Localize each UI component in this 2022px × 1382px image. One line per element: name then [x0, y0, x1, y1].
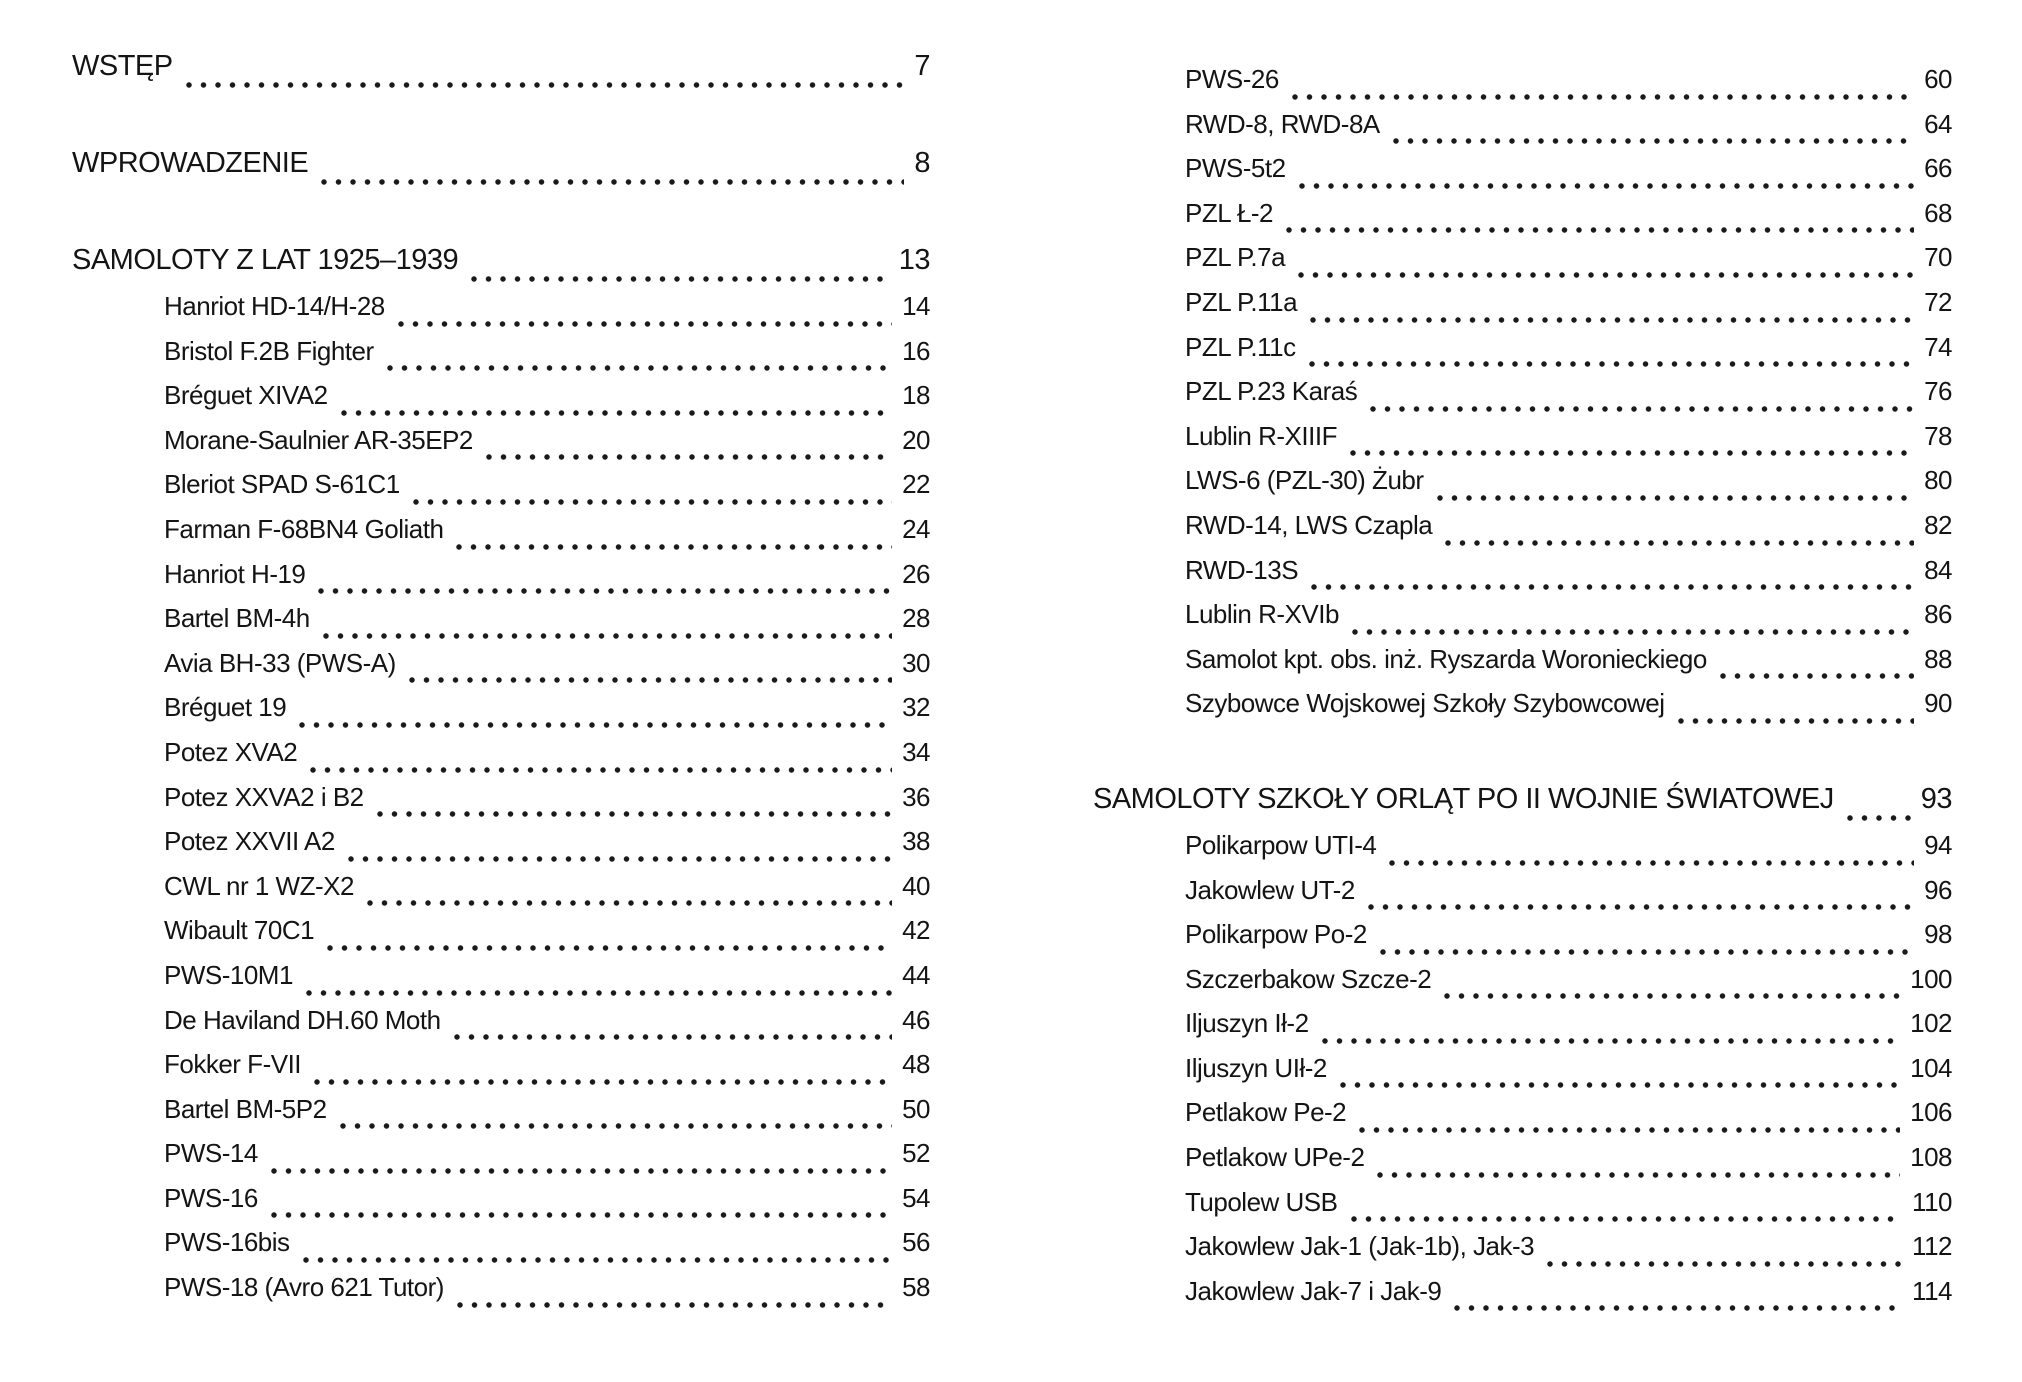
dot-leader — [1677, 717, 1915, 726]
dot-leader — [1358, 1126, 1900, 1135]
toc-entry — [72, 871, 930, 916]
toc-section-title: WPROWADZENIE — [72, 147, 309, 179]
toc-entry — [1093, 919, 1952, 964]
toc-entry-label: PZL P.11a — [1185, 286, 1298, 317]
dot-leader — [1388, 859, 1914, 868]
toc-entry — [1093, 1142, 1952, 1187]
toc-page-number: 74 — [1924, 331, 1952, 362]
toc-entry-label: Bartel BM-5P2 — [164, 1093, 327, 1124]
toc-entry — [1093, 242, 1952, 287]
toc-page-number: 42 — [902, 915, 930, 946]
toc-section-header — [72, 147, 930, 194]
toc-page-number: 64 — [1924, 108, 1952, 139]
dot-leader — [340, 409, 893, 418]
toc-entry-label: Lublin R-XIIIF — [1185, 420, 1337, 451]
dot-leader — [1285, 226, 1914, 235]
toc-entry — [72, 1005, 930, 1050]
toc-page-number: 30 — [902, 647, 930, 678]
toc-entry — [72, 782, 930, 827]
toc-entry — [72, 336, 930, 381]
toc-page-number: 50 — [902, 1093, 930, 1124]
toc-entry — [1093, 1053, 1952, 1098]
dot-leader — [1546, 1260, 1902, 1269]
toc-entry — [1093, 109, 1952, 154]
toc-entry-label: Bréguet 19 — [164, 692, 287, 723]
toc-entry — [1093, 599, 1952, 644]
toc-block — [72, 50, 930, 97]
toc-entry-label: Petlakow Pe-2 — [1185, 1097, 1347, 1128]
dot-leader — [1298, 182, 1915, 191]
toc-entry — [72, 960, 930, 1005]
toc-entry-label: Bréguet XIVA2 — [164, 380, 328, 411]
toc-page-number: 90 — [1924, 688, 1952, 719]
toc-entry-label: RWD-8, RWD-8A — [1185, 108, 1380, 139]
toc-page-number: 72 — [1924, 286, 1952, 317]
dot-leader — [270, 1167, 892, 1176]
toc-entry-label: Jakowlew Jak-7 i Jak-9 — [1185, 1275, 1442, 1306]
toc-entry-label: PZL Ł-2 — [1185, 197, 1274, 228]
toc-page-number: 86 — [1924, 599, 1952, 630]
toc-entry-label: Szybowce Wojskowej Szkoły Szybowcowej — [1185, 688, 1665, 719]
toc-entry — [72, 648, 930, 693]
toc-page-number: 76 — [1924, 376, 1952, 407]
dot-leader — [1453, 1304, 1902, 1313]
toc-block — [72, 147, 930, 194]
toc-entry — [1093, 1008, 1952, 1053]
toc-section-title: WSTĘP — [72, 50, 173, 82]
toc-entry — [1093, 1187, 1952, 1232]
toc-entry-label: Potez XVA2 — [164, 736, 298, 767]
toc-page-number: 108 — [1910, 1142, 1952, 1173]
toc-page-number: 78 — [1924, 420, 1952, 451]
toc-entry-label: PZL P.7a — [1185, 242, 1286, 273]
toc-entry-label: Polikarpow UTI-4 — [1185, 829, 1377, 860]
toc-page-number: 88 — [1924, 643, 1952, 674]
toc-entry — [1093, 510, 1952, 555]
toc-left-page — [72, 0, 930, 1317]
toc-section-header — [72, 50, 930, 97]
dot-leader — [1369, 405, 1914, 414]
toc-entry-label: LWS-6 (PZL-30) Żubr — [1185, 465, 1424, 496]
dot-leader — [408, 676, 892, 685]
toc-page-number: 96 — [1924, 874, 1952, 905]
toc-page-number: 8 — [914, 147, 930, 179]
dot-leader — [1349, 449, 1914, 458]
toc-section-title: SAMOLOTY Z LAT 1925–1939 — [72, 244, 459, 276]
toc-entry-label: Bleriot SPAD S-61C1 — [164, 469, 400, 500]
toc-entry — [72, 1094, 930, 1139]
dot-leader — [485, 453, 892, 462]
dot-leader — [1309, 316, 1914, 325]
dot-leader — [1846, 814, 1911, 823]
toc-entry — [72, 514, 930, 559]
toc-entry — [1093, 1097, 1952, 1142]
dot-leader — [347, 855, 892, 864]
toc-entry — [72, 603, 930, 648]
toc-entry — [1093, 198, 1952, 243]
toc-entry-label: RWD-13S — [1185, 554, 1299, 585]
toc-page-number: 48 — [902, 1049, 930, 1080]
toc-entry-label: Farman F-68BN4 Goliath — [164, 513, 444, 544]
toc-page-number: 54 — [902, 1182, 930, 1213]
dot-leader — [1351, 628, 1914, 637]
toc-section-title: SAMOLOTY SZKOŁY ORLĄT PO II WOJNIE ŚWIATOWEJ — [1093, 782, 1834, 815]
toc-entry-label: Morane-Saulnier AR-35EP2 — [164, 424, 473, 455]
toc-page-number: 98 — [1924, 919, 1952, 950]
toc-page-number: 44 — [902, 959, 930, 990]
toc-entry — [1093, 830, 1952, 875]
toc-entry — [72, 1049, 930, 1094]
toc-page-number: 20 — [902, 424, 930, 455]
dot-leader — [1436, 494, 1915, 503]
dot-leader — [298, 721, 892, 730]
toc-entry — [1093, 964, 1952, 1009]
toc-entry — [1093, 465, 1952, 510]
dot-leader — [1444, 539, 1914, 548]
dot-leader — [270, 1211, 892, 1220]
toc-page-number: 28 — [902, 603, 930, 634]
dot-leader — [366, 899, 892, 908]
dot-leader — [326, 944, 892, 953]
dot-leader — [386, 364, 892, 373]
toc-right-page — [1093, 0, 1952, 1320]
toc-entry — [72, 1272, 930, 1317]
toc-entry — [72, 1227, 930, 1272]
toc-page-number: 66 — [1924, 153, 1952, 184]
dot-leader — [1719, 672, 1914, 681]
dot-leader — [455, 543, 892, 552]
dot-leader — [376, 810, 892, 819]
dot-leader — [313, 1078, 892, 1087]
dot-leader — [1376, 1171, 1900, 1180]
toc-entry-label: PWS-26 — [1185, 64, 1279, 94]
toc-entry-label: PWS-16 — [164, 1182, 258, 1213]
toc-entry — [72, 1183, 930, 1228]
toc-entry-label: Jakowlew Jak-1 (Jak-1b), Jak-3 — [1185, 1231, 1535, 1262]
toc-entry — [1093, 875, 1952, 920]
toc-page-number: 14 — [902, 291, 930, 321]
toc-entry — [72, 291, 930, 336]
toc-entry — [1093, 64, 1952, 109]
toc-page-number: 24 — [902, 513, 930, 544]
dot-leader — [302, 1256, 893, 1265]
toc-entry — [72, 469, 930, 514]
toc-entry — [72, 826, 930, 871]
toc-entry — [72, 559, 930, 604]
toc-entry-label: Potez XXVA2 i B2 — [164, 781, 364, 812]
dot-leader — [1321, 1037, 1901, 1046]
toc-entry-label: Petlakow UPe-2 — [1185, 1142, 1365, 1173]
toc-page-number: 112 — [1912, 1231, 1952, 1262]
toc-page-number: 102 — [1910, 1008, 1952, 1039]
toc-entry — [72, 692, 930, 737]
dot-leader — [397, 320, 892, 329]
toc-page-number: 13 — [898, 244, 930, 276]
toc-page-number: 114 — [1912, 1275, 1952, 1306]
dot-leader — [1291, 93, 1914, 102]
toc-page-number: 58 — [902, 1272, 930, 1303]
dot-leader — [1379, 948, 1914, 957]
toc-entry-label: Jakowlew UT-2 — [1185, 874, 1355, 905]
toc-page-number: 93 — [1920, 782, 1952, 815]
toc-entry — [72, 380, 930, 425]
toc-page-number: 7 — [914, 50, 930, 82]
toc-page-number: 26 — [902, 558, 930, 589]
dot-leader — [1339, 1081, 1900, 1090]
dot-leader — [317, 587, 892, 596]
toc-entry-label: Bristol F.2B Fighter — [164, 335, 374, 366]
toc-page-number: 32 — [902, 692, 930, 723]
toc-page-number: 80 — [1924, 465, 1952, 496]
dot-leader — [1367, 903, 1914, 912]
toc-entry — [1093, 376, 1952, 421]
toc-section-header — [1093, 783, 1952, 830]
toc-entry-label: PZL P.23 Karaś — [1185, 376, 1358, 407]
dot-leader — [1297, 271, 1914, 280]
dot-leader — [322, 632, 892, 641]
toc-entry — [1093, 153, 1952, 198]
toc-entry-label: Hanriot H-19 — [164, 558, 306, 589]
toc-entry-label: PZL P.11c — [1185, 331, 1296, 362]
toc-block — [72, 244, 930, 1317]
toc-page-number: 34 — [902, 736, 930, 767]
toc-page-number: 52 — [902, 1138, 930, 1169]
toc-entry-label: Fokker F-VII — [164, 1049, 302, 1080]
toc-block — [1093, 783, 1952, 1321]
toc-entry-label: De Haviland DH.60 Moth — [164, 1004, 441, 1035]
toc-entry — [72, 915, 930, 960]
toc-entry-label: RWD-14, LWS Czapla — [1185, 509, 1433, 540]
toc-entry-label: Polikarpow Po-2 — [1185, 919, 1367, 950]
toc-entry — [72, 425, 930, 470]
toc-entry — [1093, 421, 1952, 466]
toc-page-number: 106 — [1910, 1097, 1952, 1128]
toc-page-number: 84 — [1924, 554, 1952, 585]
toc-entry-label: PWS-16bis — [164, 1227, 290, 1258]
toc-entry — [72, 737, 930, 782]
toc-entry — [72, 1138, 930, 1183]
toc-entry-label: Samolot kpt. obs. inż. Ryszarda Woronieckiego — [1185, 643, 1707, 674]
toc-entry-label: PWS-18 (Avro 621 Tutor) — [164, 1272, 444, 1303]
dot-leader — [305, 989, 892, 998]
toc-entry — [1093, 1231, 1952, 1276]
toc-page-number: 56 — [902, 1227, 930, 1258]
dot-leader — [1308, 360, 1914, 369]
toc-entry — [1093, 644, 1952, 689]
dot-leader — [470, 275, 889, 284]
toc-entry-label: Wibault 70C1 — [164, 915, 315, 946]
toc-entry — [1093, 1276, 1952, 1321]
dot-leader — [185, 81, 905, 90]
toc-page-number: 16 — [902, 335, 930, 366]
toc-page-number: 38 — [902, 826, 930, 857]
toc-entry — [1093, 555, 1952, 600]
toc-page-number: 18 — [902, 380, 930, 411]
toc-page-number: 82 — [1924, 509, 1952, 540]
toc-page-number: 40 — [902, 870, 930, 901]
toc-page-number: 68 — [1924, 197, 1952, 228]
dot-leader — [456, 1301, 892, 1310]
toc-entry — [1093, 332, 1952, 377]
toc-entry-label: Tupolew USB — [1185, 1186, 1338, 1217]
toc-entry-label: Szczerbakow Szcze-2 — [1185, 963, 1432, 994]
toc-page-number: 100 — [1910, 963, 1952, 994]
dot-leader — [412, 498, 892, 507]
toc-page-number: 46 — [902, 1004, 930, 1035]
toc-page-number: 94 — [1924, 829, 1952, 860]
toc-page-number: 70 — [1924, 242, 1952, 273]
toc-section-header — [72, 244, 930, 291]
toc-entry-label: Hanriot HD-14/H-28 — [164, 291, 385, 321]
dot-leader — [453, 1033, 893, 1042]
toc-block — [1093, 64, 1952, 733]
toc-entry-label: PWS-14 — [164, 1138, 258, 1169]
toc-entry-label: PWS-5t2 — [1185, 153, 1286, 184]
toc-entry-label: Potez XXVII A2 — [164, 826, 335, 857]
toc-page-number: 36 — [902, 781, 930, 812]
dot-leader — [339, 1122, 893, 1131]
dot-leader — [1443, 992, 1900, 1001]
toc-entry-label: CWL nr 1 WZ-X2 — [164, 870, 354, 901]
dot-leader — [320, 178, 904, 187]
toc-page-number: 110 — [1912, 1186, 1952, 1217]
dot-leader — [1392, 137, 1914, 146]
toc-entry — [1093, 287, 1952, 332]
toc-page-number: 60 — [1924, 64, 1952, 94]
dot-leader — [309, 766, 892, 775]
toc-entry-label: Bartel BM-4h — [164, 603, 310, 634]
toc-page-number: 22 — [902, 469, 930, 500]
toc-entry-label: Iljuszyn Ił-2 — [1185, 1008, 1309, 1039]
dot-leader — [1350, 1215, 1903, 1224]
toc-page-number: 104 — [1910, 1052, 1952, 1083]
toc-entry-label: Avia BH-33 (PWS-A) — [164, 647, 396, 678]
toc-entry — [1093, 688, 1952, 733]
toc-entry-label: Iljuszyn UIł-2 — [1185, 1052, 1327, 1083]
toc-entry-label: PWS-10M1 — [164, 959, 293, 990]
toc-entry-label: Lublin R-XVIb — [1185, 599, 1339, 630]
dot-leader — [1310, 583, 1914, 592]
